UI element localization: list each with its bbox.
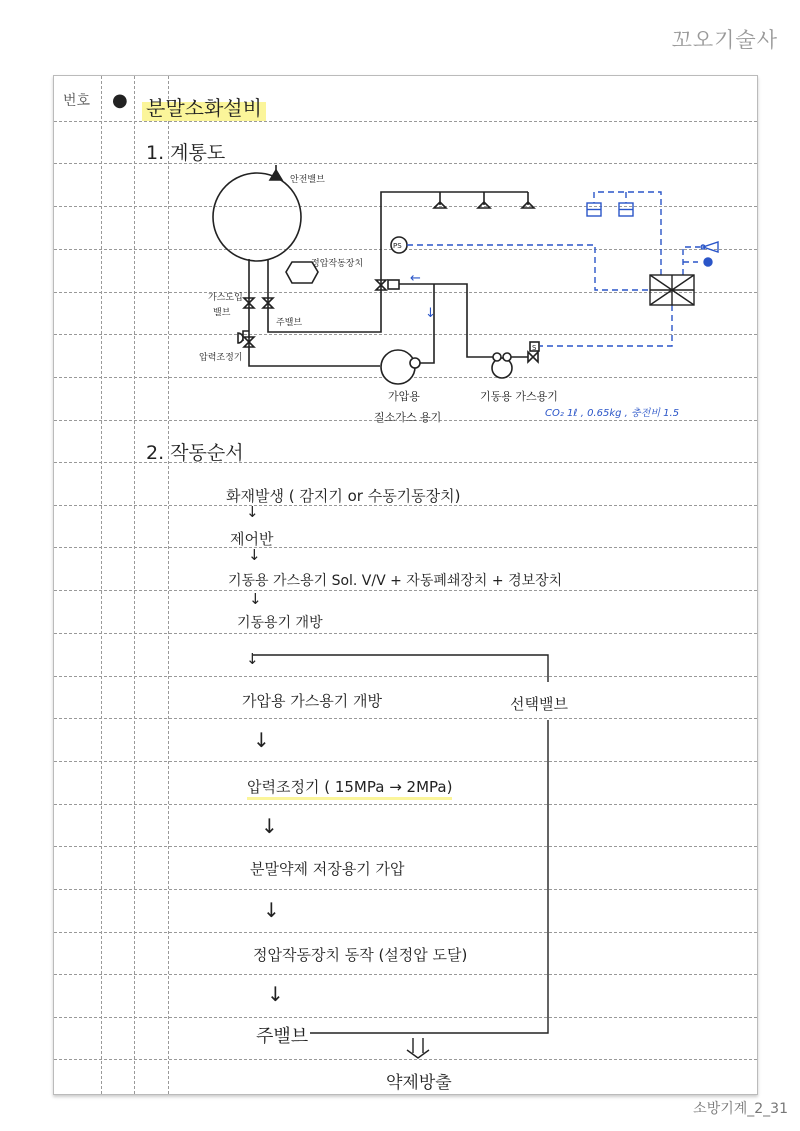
number-label: 번호: [63, 93, 91, 109]
arrow-icon: ↓: [263, 898, 280, 922]
safety-valve-label: 안전밸브: [290, 175, 325, 185]
step-2: 제어반: [230, 530, 274, 548]
arrow-icon: ↓: [246, 650, 259, 668]
arrow-icon: ↓: [246, 503, 259, 521]
nitrogen-label-2: 질소가스 용기: [374, 411, 442, 424]
gas-inlet-valve-label: 가스도입: [208, 293, 243, 303]
arrow-icon: ↓: [261, 814, 278, 838]
pressure-actuator-label: 정압작동장치: [311, 259, 364, 269]
page-title: 분말소화설비: [142, 92, 266, 121]
page-number: 소방기계_2_31: [693, 1101, 788, 1117]
bell-icon: [704, 258, 712, 266]
flow-arrow-left: ←: [410, 271, 421, 286]
step-10: 약제방출: [386, 1073, 452, 1093]
nitrogen-label: 가압용: [388, 390, 420, 403]
solenoid-label: S: [532, 344, 537, 352]
step-5: 가압용 가스용기 개방: [242, 692, 382, 710]
main-valve-label: 주밸브: [276, 318, 303, 328]
step-9: 주밸브: [256, 1026, 309, 1047]
control-panel-icon: [650, 275, 694, 305]
bullet-icon: ●: [112, 90, 128, 111]
step-7: 분말약제 저장용기 가압: [250, 860, 405, 878]
ps-label: PS: [393, 242, 402, 250]
step-6: 압력조정기 ( 15MPa → 2MPa): [247, 776, 452, 800]
arrow-icon: ↓: [248, 546, 261, 564]
gas-inlet-valve-label-2: 밸브: [213, 308, 231, 318]
nitrogen-cylinder-icon: [381, 350, 415, 384]
arrow-icon: ↓: [253, 728, 270, 752]
selector-valve-step: 선택밸브: [510, 695, 568, 713]
solenoid-valve-icon: [511, 352, 538, 362]
step-8: 정압작동장치 동작 (설정압 도달): [253, 946, 468, 964]
pressure-regulator-label: 압력조정기: [199, 353, 243, 363]
section-title-sequence: 2. 작동순서: [146, 442, 244, 464]
flow-arrow-down: ↓: [425, 306, 436, 321]
arrow-icon: ↓: [267, 982, 284, 1006]
step-4: 기동용기 개방: [237, 615, 323, 631]
starter-label: 기동용 가스용기: [480, 390, 558, 403]
co2-note: CO₂ 1ℓ , 0.65kg , 충전비 1.5: [545, 408, 680, 419]
step-1: 화재발생 ( 감지기 or 수동기동장치): [226, 487, 461, 505]
brand-logo: 꼬오기술사: [671, 28, 778, 52]
powder-storage-tank: [213, 173, 301, 261]
section-title-diagram: 1. 계통도: [146, 142, 226, 164]
arrow-icon: ↓: [249, 590, 262, 608]
step-3: 기동용 가스용기 Sol. V/V + 자동폐쇄장치 + 경보장치: [228, 573, 563, 589]
flow-lines: [253, 655, 548, 1058]
